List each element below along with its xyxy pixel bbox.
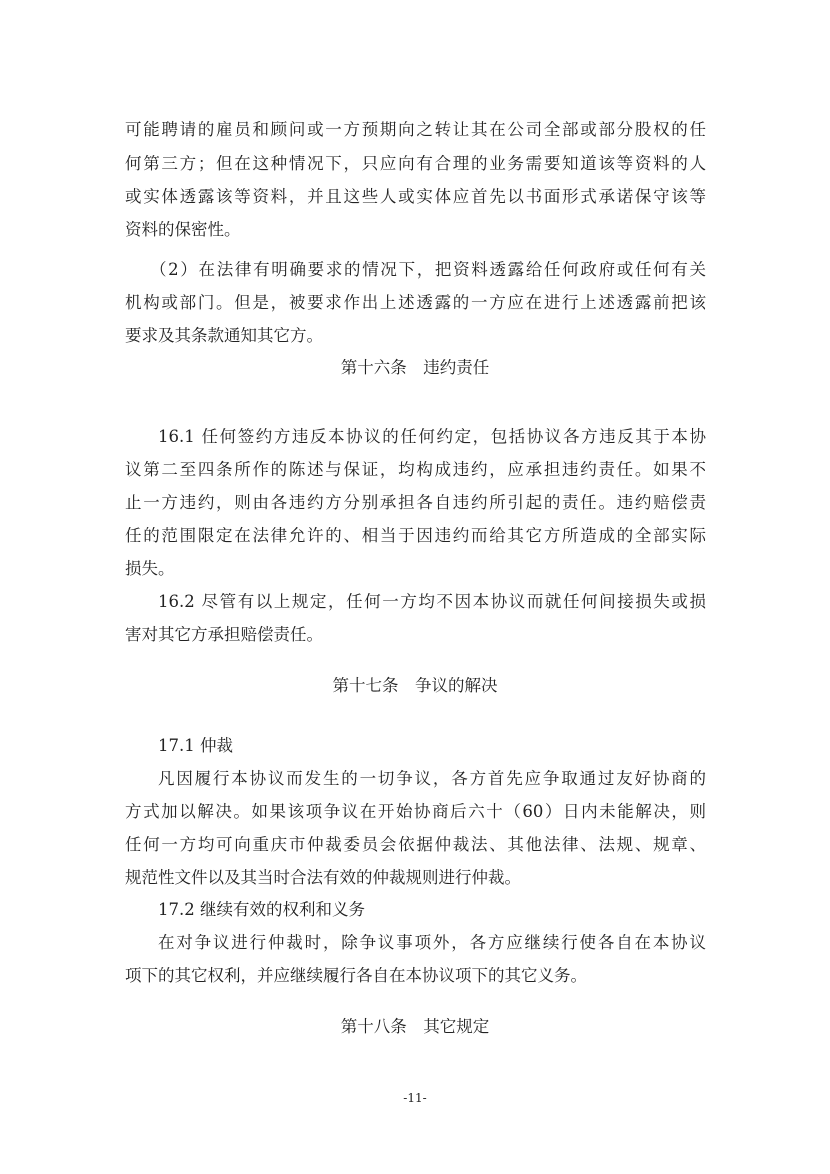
text-line: 任何一方均可向重庆市仲裁委员会依据仲裁法、其他法律、法规、规章、 — [125, 835, 706, 854]
text-line: 或实体透露该等资料，并且这些人或实体应首先以书面形式承诺保守该等 — [125, 187, 706, 206]
text-line: 机构或部门。但是，被要求作出上述透露的一方应在进行上述透露前把该 — [125, 293, 706, 312]
text-line: 可能聘请的雇员和顾问或一方预期向之转让其在公司全部或部分股权的任 — [125, 120, 706, 139]
text-line: 害对其它方承担赔偿责任。 — [125, 625, 323, 644]
article-18-heading: 第十八条 其它规定 — [340, 1017, 490, 1036]
page-number: -11- — [403, 1091, 427, 1105]
text-line: 何第三方；但在这种情况下，只应向有合理的业务需要知道该等资料的人 — [125, 154, 706, 173]
text-line: 止一方违约，则由各违约方分别承担各自违约所引起的责任。违约赔偿责 — [125, 493, 706, 512]
subsection-title: 17.1 仲裁 — [158, 736, 233, 755]
text-line: 议第二至四条所作的陈述与保证，均构成违约，应承担违约责任。如果不 — [125, 460, 706, 479]
text-line: 在对争议进行仲裁时，除争议事项外，各方应继续行使各自在本协议 — [158, 933, 706, 952]
article-16-heading: 第十六条 违约责任 — [340, 358, 490, 377]
text-line: 方式加以解决。如果该项争议在开始协商后六十（60）日内未能解决，则 — [125, 802, 706, 821]
text-line: 损失。 — [125, 559, 175, 578]
text-line: 16.2 尽管有以上规定，任何一方均不因本协议而就任何间接损失或损 — [158, 592, 706, 611]
text-line: 规范性文件以及其当时合法有效的仲裁规则进行仲裁。 — [125, 868, 521, 887]
text-line: 要求及其条款通知其它方。 — [125, 326, 323, 345]
text-line: 16.1 任何签约方违反本协议的任何约定，包括协议各方违反其于本协 — [158, 427, 706, 446]
text-line: （2）在法律有明确要求的情况下，把资料透露给任何政府或任何有关 — [150, 260, 706, 279]
text-line: 凡因履行本协议而发生的一切争议，各方首先应争取通过友好协商的 — [158, 769, 706, 788]
text-line: 任的范围限定在法律允许的、相当于因违约而给其它方所造成的全部实际 — [125, 526, 706, 545]
subsection-title: 17.2 继续有效的权利和义务 — [158, 900, 365, 919]
text-line: 资料的保密性。 — [125, 220, 241, 239]
text-line: 项下的其它权利，并应继续履行各自在本协议项下的其它义务。 — [125, 966, 587, 985]
article-17-heading: 第十七条 争议的解决 — [332, 676, 498, 695]
